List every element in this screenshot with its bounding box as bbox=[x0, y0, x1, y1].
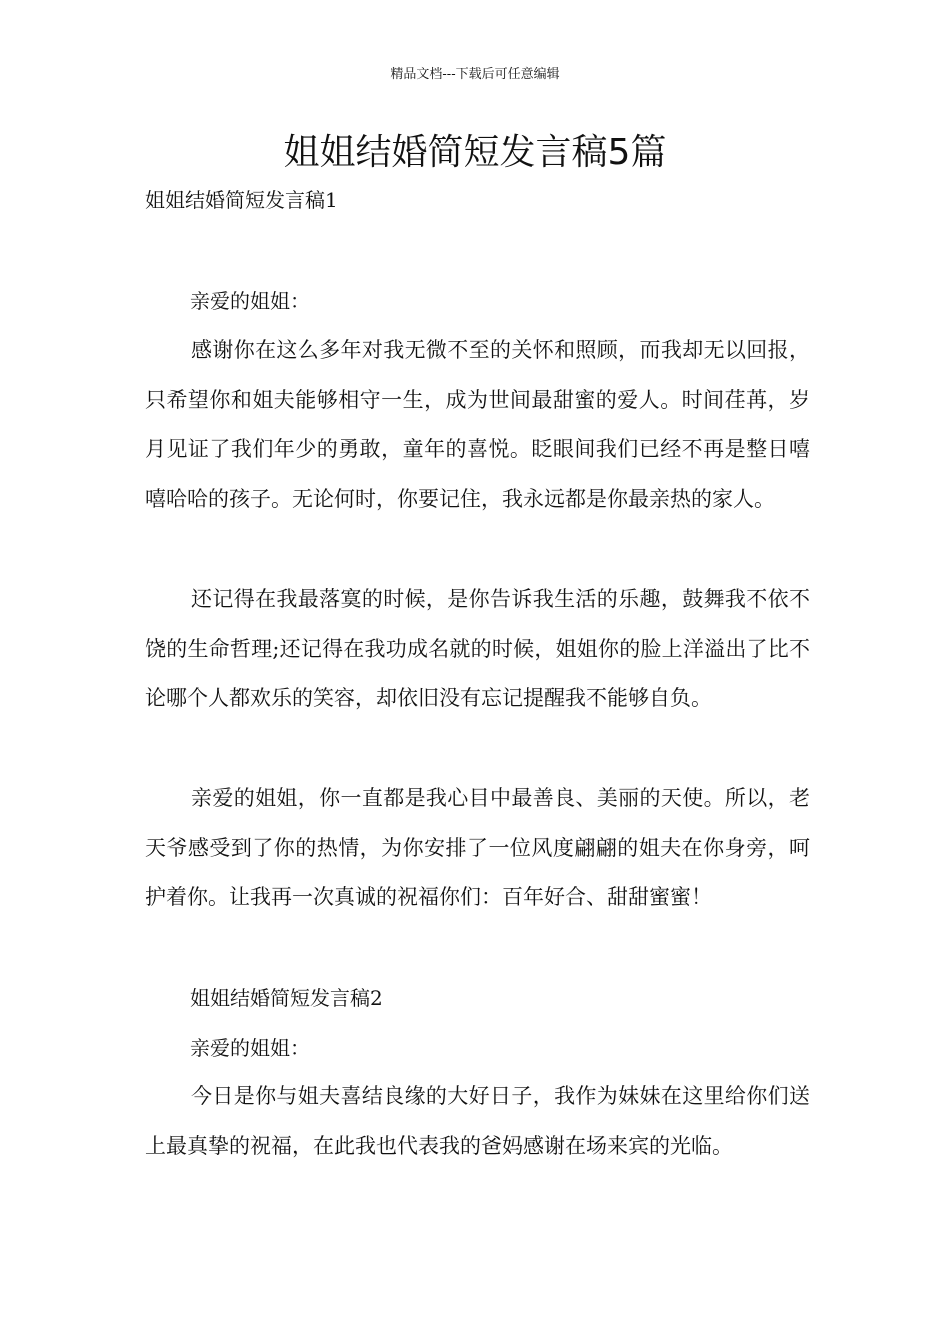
section-heading: 姐姐结婚简短发言稿2 bbox=[190, 986, 383, 1010]
paragraph: 今日是你与姐夫喜结良缘的大好日子，我作为妹妹在这里给你们送上最真挚的祝福，在此我也代表我的爸妈感谢在场来宾的光临。 bbox=[145, 1084, 810, 1158]
paragraph: 还记得在我最落寞的时候，是你告诉我生活的乐趣，鼓舞我不依不饶的生命哲理;还记得在我功成名就的时候，姐姐你的脸上洋溢出了比不论哪个人都欢乐的笑容，却依旧没有忘记提醒我不能够自负。 bbox=[145, 587, 810, 711]
greeting: 亲爱的姐姐： bbox=[190, 1036, 310, 1060]
section-heading: 姐姐结婚简短发言稿1 bbox=[145, 188, 338, 212]
paragraph: 感谢你在这么多年对我无微不至的关怀和照顾，而我却无以回报，只希望你和姐夫能够相守一生，成为世间最甜蜜的爱人。时间荏苒，岁月见证了我们年少的勇敢，童年的喜悦。眨眼间我们已经不再是整日嘻嘻哈哈的孩子。无论何时，你要记住，我永远都是你最亲热的家人。 bbox=[145, 338, 810, 512]
paragraph: 亲爱的姐姐，你一直都是我心目中最善良、美丽的天使。所以，老天爷感受到了你的热情，为你安排了一位风度翩翩的姐夫在你身旁，呵护着你。让我再一次真诚的祝福你们：百年好合、甜甜蜜蜜！ bbox=[145, 786, 810, 910]
document-title: 姐姐结婚简短发言稿5篇 bbox=[283, 132, 667, 173]
header-note: 精品文档---下载后可任意编辑 bbox=[390, 67, 560, 82]
greeting: 亲爱的姐姐： bbox=[190, 289, 310, 313]
